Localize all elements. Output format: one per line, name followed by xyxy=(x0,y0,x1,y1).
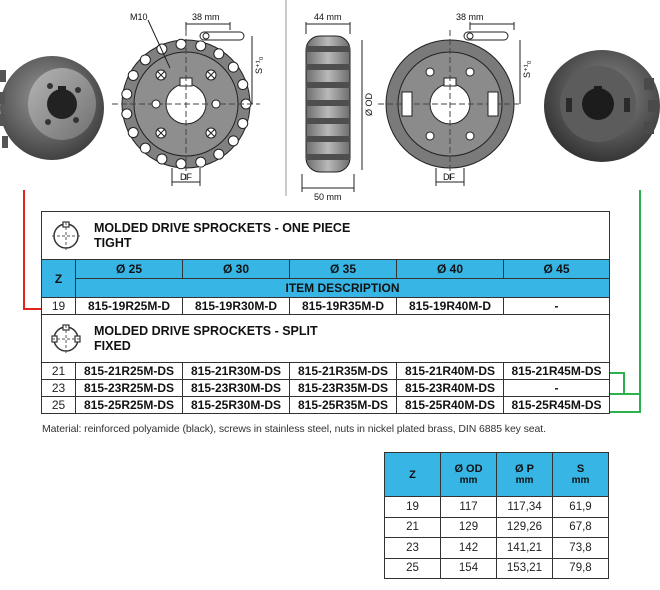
bore-header: Ø 40 xyxy=(397,260,504,279)
bore-header: Ø 35 xyxy=(290,260,397,279)
item-code: 815-25R40M-DS xyxy=(397,397,504,414)
width-label-right: 38 mm xyxy=(456,12,484,22)
item-code: 815-25R30M-DS xyxy=(183,397,290,414)
z-header: Z xyxy=(42,260,76,298)
material-note: Material: reinforced polyamide (black), screws in stainless steel, nuts in nickel plated brass, DIN 6885 key seat. xyxy=(42,423,546,435)
dim-cell: 129 xyxy=(441,517,497,538)
tooth-notch xyxy=(140,55,150,65)
total-width-label: 50 mm xyxy=(314,192,342,202)
green-connector-bracket xyxy=(609,373,624,394)
tooth-notch xyxy=(122,109,132,119)
section-title-split: MOLDED DRIVE SPROCKETS - SPLIT xyxy=(94,323,318,338)
split-bore-icon xyxy=(42,316,90,362)
dim-cell: 117,34 xyxy=(497,497,553,518)
table-row xyxy=(42,397,610,414)
tooth-notch xyxy=(128,128,138,138)
df-label-right: DF xyxy=(443,172,455,182)
dim-cell: 25 xyxy=(385,558,441,579)
z-value: 23 xyxy=(42,380,76,397)
item-code: - xyxy=(504,380,610,397)
dim-cell: 129,26 xyxy=(497,517,553,538)
sprocket-photo-left xyxy=(0,56,104,160)
dim-cell: 142 xyxy=(441,538,497,559)
bore-header: Ø 45 xyxy=(504,260,610,279)
item-code: - xyxy=(504,298,610,315)
z-value: 19 xyxy=(42,298,76,315)
tooth-notch xyxy=(214,49,224,59)
table-row xyxy=(385,538,609,559)
keyway-bore-icon xyxy=(42,213,90,259)
item-code: 815-19R30M-D xyxy=(183,298,290,315)
item-code: 815-19R35M-D xyxy=(290,298,397,315)
table-row xyxy=(385,517,609,538)
tooth-notch xyxy=(122,89,132,99)
s-label-right: S⁺¹₀ xyxy=(522,60,532,78)
item-code: 815-21R25M-DS xyxy=(76,363,183,380)
sprocket-side-view xyxy=(302,22,362,192)
item-code: 815-21R35M-DS xyxy=(290,363,397,380)
item-code: 815-21R30M-DS xyxy=(183,363,290,380)
section-subtitle-tight: TIGHT xyxy=(94,235,132,250)
tooth-notch xyxy=(157,44,167,54)
z-value: 21 xyxy=(42,363,76,380)
table-row xyxy=(42,380,610,397)
tooth-notch xyxy=(196,41,206,51)
item-code: 815-23R30M-DS xyxy=(183,380,290,397)
item-code: 815-19R25M-D xyxy=(76,298,183,315)
sprocket-photo-right xyxy=(544,50,660,162)
sprocket-table xyxy=(41,211,610,414)
tooth-notch xyxy=(140,143,150,153)
section-subtitle-fixed: FIXED xyxy=(94,338,131,353)
dim-header-p: Ø P mm xyxy=(497,453,553,497)
item-description-header: ITEM DESCRIPTION xyxy=(76,279,610,298)
item-code: 815-19R40M-D xyxy=(397,298,504,315)
df-label-left: DF xyxy=(180,172,192,182)
tooth-notch xyxy=(176,39,186,49)
item-code: 815-21R45M-DS xyxy=(504,363,610,380)
dim-header-od: Ø OD mm xyxy=(441,453,497,497)
z-value: 25 xyxy=(42,397,76,414)
hub-width-label: 44 mm xyxy=(314,12,342,22)
item-code: 815-25R45M-DS xyxy=(504,397,610,414)
tooth-notch xyxy=(238,118,248,128)
table-row xyxy=(385,497,609,518)
dim-cell: 61,9 xyxy=(553,497,609,518)
table-row xyxy=(385,558,609,579)
tooth-notch xyxy=(228,136,238,146)
table-row xyxy=(42,298,610,315)
width-label-left: 38 mm xyxy=(192,12,220,22)
tooth-notch xyxy=(228,62,238,72)
technical-drawings xyxy=(0,0,660,210)
section-title-one-piece: MOLDED DRIVE SPROCKETS - ONE PIECE xyxy=(94,220,351,235)
tooth-notch xyxy=(157,154,167,164)
sprocket-drawing-left xyxy=(112,20,260,186)
item-code: 815-23R25M-DS xyxy=(76,380,183,397)
section-header-one-piece xyxy=(42,212,610,260)
dim-cell: 73,8 xyxy=(553,538,609,559)
tooth-notch xyxy=(238,80,248,90)
tooth-notch xyxy=(196,157,206,167)
bore-header: Ø 30 xyxy=(183,260,290,279)
table-row xyxy=(42,363,610,380)
sprocket-drawing-right xyxy=(378,22,522,186)
dim-cell: 21 xyxy=(385,517,441,538)
item-code: 815-21R40M-DS xyxy=(397,363,504,380)
dim-header-z: Z xyxy=(385,453,441,497)
tooth-notch xyxy=(128,70,138,80)
item-code: 815-25R35M-DS xyxy=(290,397,397,414)
dim-cell: 154 xyxy=(441,558,497,579)
dimension-table xyxy=(384,452,609,579)
s-label-left: S⁺¹₀ xyxy=(254,56,264,74)
dim-cell: 79,8 xyxy=(553,558,609,579)
section-header-split xyxy=(42,315,610,363)
item-code: 815-25R25M-DS xyxy=(76,397,183,414)
green-connector-main xyxy=(609,190,640,412)
dim-cell: 141,21 xyxy=(497,538,553,559)
tooth-notch xyxy=(176,159,186,169)
item-code: 815-23R35M-DS xyxy=(290,380,397,397)
od-label: Ø OD xyxy=(364,92,374,116)
dim-cell: 19 xyxy=(385,497,441,518)
dim-cell: 23 xyxy=(385,538,441,559)
thread-label: M10 xyxy=(130,12,148,22)
dim-header-s: S mm xyxy=(553,453,609,497)
item-code: 815-23R40M-DS xyxy=(397,380,504,397)
dim-cell: 117 xyxy=(441,497,497,518)
tooth-notch xyxy=(214,149,224,159)
dim-cell: 67,8 xyxy=(553,517,609,538)
dim-cell: 153,21 xyxy=(497,558,553,579)
bore-header: Ø 25 xyxy=(76,260,183,279)
